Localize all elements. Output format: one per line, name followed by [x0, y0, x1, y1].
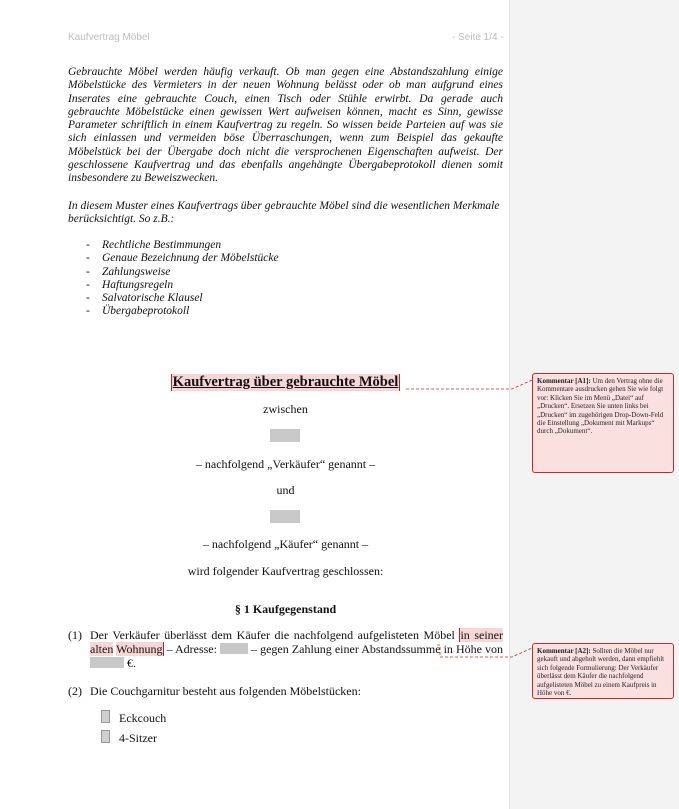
list-item: - Haftungsregeln	[86, 278, 174, 291]
concluded-label: wird folgender Kaufvertrag geschlossen:	[187, 564, 384, 578]
commented-text[interactable]: in seiner alten	[90, 628, 503, 656]
list-item: - Übergabeprotokoll	[86, 305, 190, 318]
item-4-sitzer: 4-Sitzer	[101, 730, 157, 746]
buyer-label: – nachfolgend „Käufer“ genannt –	[202, 537, 369, 551]
list-item: - Salvatorische Klausel	[86, 292, 203, 305]
contract-title[interactable]: Kaufvertrag über gebrauchte Möbel	[172, 374, 399, 390]
list-item: - Rechtliche Bestimmungen	[86, 239, 222, 251]
intro-paragraph-2: In diesem Muster eines Kaufvertrags über gebrauchte Möbel sind die wesentlichen Merkmale berücksichtigt. So z.B.:	[68, 200, 500, 226]
header-title: Kaufvertrag Möbel	[68, 32, 150, 43]
header-page-number: - Seite 1/4 -	[452, 32, 504, 43]
list-item: - Genaue Bezeichnung der Möbelstücke	[86, 252, 279, 265]
between-label: zwischen	[263, 402, 308, 416]
commented-text-end[interactable]: Wohnung	[116, 642, 163, 656]
and-label: und	[276, 483, 295, 497]
item-eckcouch: Eckcouch	[101, 710, 166, 726]
section-heading: § 1 Kaufgegenstand	[234, 602, 337, 616]
list-item: - Zahlungsweise	[86, 265, 171, 278]
intro-paragraph: Gebrauchte Möbel werden häufig verkauft. Ob man gegen eine Abstandszahlung einige Möbelstücke des Vermieters in der neuen Wohnung belässt oder ob man aufgrund eines Inserates eine gebrauchte Couch, einen Tisch oder Stühle erwirbt. Da gerade auch gebrauchte Möbelstücke einen gewissen Wert aufweisen können, macht es Sinn, gewisse Parameter schriftlich in einem Kaufvertrag zu regeln. So wissen beide Parteien auf was sie sich einlassen und vermeiden böse Überraschungen, wenn zum Beispiel das gekaufte Möbelstück bei der Übergabe doch nicht die versprochenen Eigenschaften aufweist. Der geschlossene Kaufvertrag und das ebenfalls angehängte Übergabeprotokoll dienen somit insbesondere zu Beweiszwecken.	[68, 66, 503, 185]
comment-box-a2[interactable]: Kommentar [A2]: Sollten die Möbel nur gekauft und abgeholt werden, dann empfiehlt sich folgende Formulierung: Der Verkäufer überlässt dem Käufer die nachfolgend aufgelisteten Möbel zu einem Kaufpreis in Höhe von €.	[532, 643, 674, 699]
comment-box-a1[interactable]: Kommentar [A1]: Um den Vertrag ohne die Kommentare ausdrucken gehen Sie wie folgt vor: Klicken Sie im Menü „Datei“ auf „Drucken“. Ersetzen Sie unten links bei „Drucken“ im zugehörigen Drop-Down-Feld die Einstellung „Dokument mit Markups“ durch „Dokument“.	[532, 373, 674, 473]
seller-label: – nachfolgend „Verkäufer“ genannt –	[195, 457, 376, 471]
